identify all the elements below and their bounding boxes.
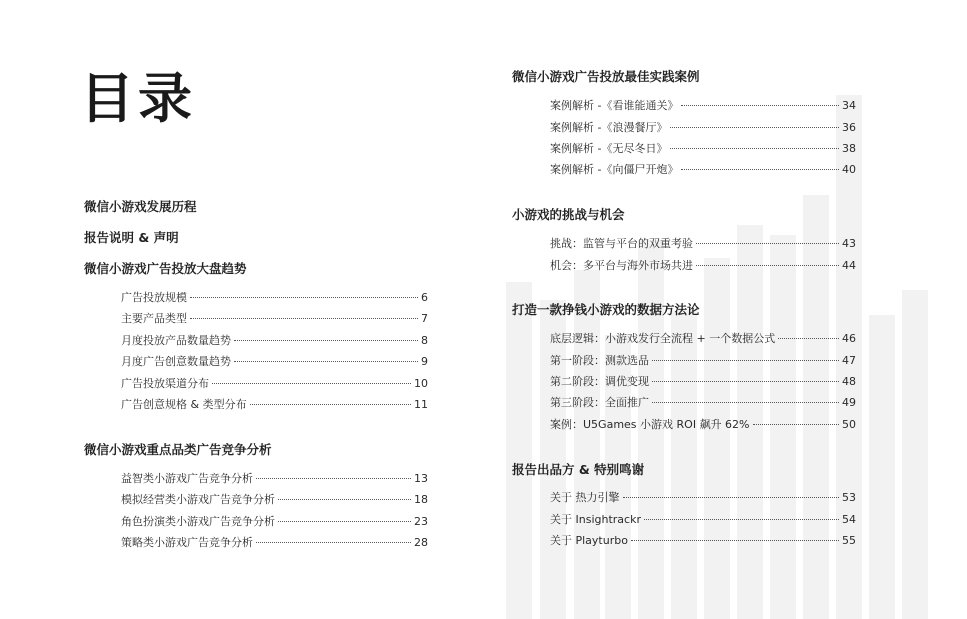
toc-entry[interactable]: [121, 375, 428, 391]
toc-entry-page: 6: [421, 291, 428, 304]
dot-leader: [681, 169, 839, 170]
toc-entry[interactable]: [550, 140, 856, 156]
section-title[interactable]: 微信小游戏重点品类广告竞争分析: [84, 442, 272, 457]
dot-leader: [670, 127, 839, 128]
toc-entry-label: 关于 Insightrackr: [550, 513, 641, 526]
toc-entry-page: 34: [842, 99, 856, 112]
dot-leader: [278, 499, 411, 500]
toc-entry-page: 28: [414, 536, 428, 549]
dot-leader: [234, 340, 418, 341]
dot-leader: [623, 497, 840, 498]
toc-entry-page: 10: [414, 377, 428, 390]
toc-entry-label: 关于 Playturbo: [550, 534, 628, 547]
toc-entry[interactable]: [121, 289, 428, 305]
toc-entry-page: 11: [414, 398, 428, 411]
dot-leader: [652, 402, 839, 403]
section-title[interactable]: 小游戏的挑战与机会: [512, 207, 625, 222]
toc-entry-label: 主要产品类型: [121, 312, 187, 325]
toc-entry[interactable]: [121, 513, 428, 529]
dot-leader: [256, 542, 411, 543]
toc-entry-page: 50: [842, 418, 856, 431]
section-title[interactable]: 报告说明 & 声明: [84, 230, 179, 245]
dot-leader: [652, 360, 839, 361]
toc-entry-page: 8: [421, 334, 428, 347]
toc-entry-page: 9: [421, 355, 428, 368]
toc-entry-label: 挑战：监管与平台的双重考验: [550, 237, 693, 250]
section-title[interactable]: 报告出品方 & 特别鸣谢: [512, 462, 645, 477]
toc-entry-page: 7: [421, 312, 428, 325]
toc-entry[interactable]: [550, 330, 856, 346]
toc-entry-label: 策略类小游戏广告竞争分析: [121, 536, 253, 549]
toc-entry[interactable]: [121, 534, 428, 550]
toc-entry-page: 55: [842, 534, 856, 547]
toc-entry-label: 案例：U5Games 小游戏 ROI 飙升 62%: [550, 418, 750, 431]
toc-entry-label: 月度广告创意数量趋势: [121, 355, 231, 368]
toc-entry-label: 第一阶段：测款选品: [550, 354, 649, 367]
toc-entry-page: 43: [842, 237, 856, 250]
toc-entry-label: 案例解析 -《浪漫餐厅》: [550, 121, 668, 134]
toc-entry-page: 49: [842, 396, 856, 409]
toc-entry[interactable]: [550, 119, 856, 135]
toc-entry[interactable]: [121, 332, 428, 348]
toc-entry-page: 47: [842, 354, 856, 367]
toc-entry-label: 第三阶段：全面推广: [550, 396, 649, 409]
toc-entry-label: 案例解析 -《无尽冬日》: [550, 142, 668, 155]
toc-entry[interactable]: [550, 235, 856, 251]
dot-leader: [681, 105, 839, 106]
toc-entry[interactable]: [121, 353, 428, 369]
section-title[interactable]: 打造一款挣钱小游戏的数据方法论: [512, 302, 700, 317]
toc-entry[interactable]: [121, 310, 428, 326]
toc-entry-label: 益智类小游戏广告竞争分析: [121, 472, 253, 485]
toc-entry[interactable]: [550, 161, 856, 177]
toc-entry-label: 广告投放渠道分布: [121, 377, 209, 390]
dot-leader: [670, 148, 839, 149]
toc-entry-page: 46: [842, 332, 856, 345]
toc-entry-label: 广告创意规格 & 类型分布: [121, 398, 247, 411]
dot-leader: [644, 519, 839, 520]
dot-leader: [631, 540, 839, 541]
toc-entry-label: 角色扮演类小游戏广告竞争分析: [121, 515, 275, 528]
toc-entry-label: 模拟经营类小游戏广告竞争分析: [121, 493, 275, 506]
section-title[interactable]: 微信小游戏广告投放最佳实践案例: [512, 69, 700, 84]
toc-entry-page: 54: [842, 513, 856, 526]
toc-entry[interactable]: [550, 257, 856, 273]
dot-leader: [696, 243, 839, 244]
dot-leader: [234, 361, 418, 362]
toc-entry-page: 23: [414, 515, 428, 528]
dot-leader: [652, 381, 839, 382]
dot-leader: [250, 404, 411, 405]
dot-leader: [696, 265, 839, 266]
toc-entry-page: 13: [414, 472, 428, 485]
dot-leader: [256, 478, 411, 479]
section-title[interactable]: 微信小游戏发展历程: [84, 199, 197, 214]
toc-entry-page: 38: [842, 142, 856, 155]
toc-entry-label: 底层逻辑：小游戏发行全流程 + 一个数据公式: [550, 332, 776, 345]
section-title[interactable]: 微信小游戏广告投放大盘趋势: [84, 261, 247, 276]
dot-leader: [778, 338, 839, 339]
toc-entry-label: 广告投放规模: [121, 291, 187, 304]
toc-entry-page: 36: [842, 121, 856, 134]
toc-entry[interactable]: [550, 489, 856, 505]
toc-entry[interactable]: [550, 532, 856, 548]
toc-entry-label: 案例解析 -《看谁能通关》: [550, 99, 679, 112]
toc-entry[interactable]: [550, 416, 856, 432]
toc-entry-page: 48: [842, 375, 856, 388]
toc-entry-page: 18: [414, 493, 428, 506]
toc-entry[interactable]: [121, 491, 428, 507]
dot-leader: [190, 318, 418, 319]
toc-entry[interactable]: [121, 396, 428, 412]
toc-entry[interactable]: [550, 97, 856, 113]
toc-entry-label: 第二阶段：调优变现: [550, 375, 649, 388]
toc-entry-label: 月度投放产品数量趋势: [121, 334, 231, 347]
toc-entry-label: 关于 热力引擎: [550, 491, 620, 504]
toc-entry-page: 44: [842, 259, 856, 272]
toc-entry-page: 53: [842, 491, 856, 504]
page-title: 目录: [80, 67, 196, 130]
toc-entry-label: 机会：多平台与海外市场共进: [550, 259, 693, 272]
toc-entry[interactable]: [550, 352, 856, 368]
dot-leader: [278, 521, 411, 522]
toc-entry[interactable]: [121, 470, 428, 486]
toc-entry-label: 案例解析 -《向僵尸开炮》: [550, 163, 679, 176]
toc-entry[interactable]: [550, 511, 856, 527]
toc-entry[interactable]: [550, 373, 856, 389]
toc-entry-page: 40: [842, 163, 856, 176]
dot-leader: [753, 424, 839, 425]
toc-entry[interactable]: [550, 394, 856, 410]
dot-leader: [190, 297, 418, 298]
dot-leader: [212, 383, 411, 384]
